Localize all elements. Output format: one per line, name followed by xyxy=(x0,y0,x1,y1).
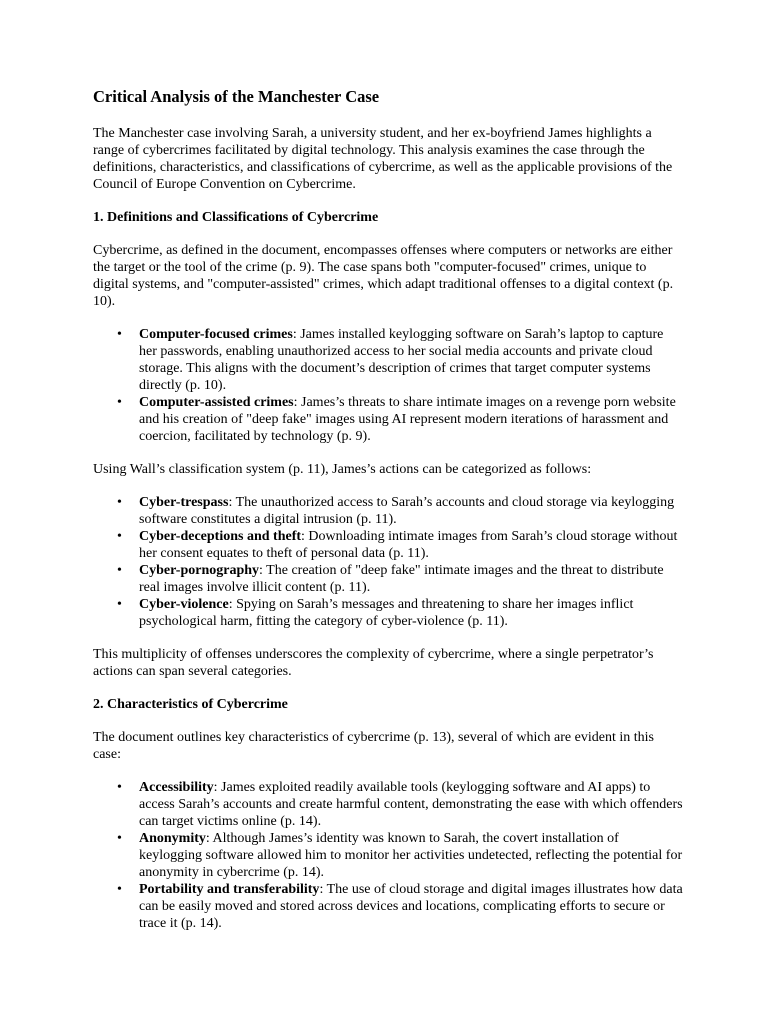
bullet-icon: • xyxy=(117,395,122,410)
bullet-icon: • xyxy=(117,563,122,578)
list-item-text: : Spying on Sarah’s messages and threatening to share her images inflict psychological harm, fitting the category of cyber-violence (p. 11). xyxy=(139,597,634,629)
list-item xyxy=(117,394,683,445)
list-item-text: : James installed keylogging software on Sarah’s laptop to capture her passwords, enabling unauthorized access to her social media accounts and private cloud storage. This aligns with the document’s description of crimes that target computer systems directly (p. 10). xyxy=(139,327,664,393)
document-title: Critical Analysis of the Manchester Case xyxy=(93,87,380,106)
bullet-icon: • xyxy=(117,882,122,897)
list-item xyxy=(117,596,683,630)
list-item xyxy=(117,528,683,562)
list-item xyxy=(117,830,683,881)
list-item-text: : The use of cloud storage and digital images illustrates how data can be easily moved and stored across devices and locations, complicating efforts to secure or trace it (p. 14). xyxy=(139,882,683,931)
list-item-text: : James exploited readily available tools (keylogging software and AI apps) to access Sarah’s accounts and create harmful content, demonstrating the ease with which offenders can target victims online (p. 14). xyxy=(139,780,683,829)
section-1-heading: 1. Definitions and Classifications of Cybercrime xyxy=(93,210,379,225)
section-1-paragraph-1: Cybercrime, as defined in the document, encompasses offenses where computers or networks are either the target or the tool of the crime (p. 9). The case spans both "computer-focused" crimes, unique to digital systems, and "computer-assisted" crimes, which adapt traditional offenses to a digital context (p. 10). xyxy=(93,243,674,309)
list-item-text: : The unauthorized access to Sarah’s accounts and cloud storage via keylogging software constitutes a digital intrusion (p. 11). xyxy=(139,495,675,527)
section-2-list-1 xyxy=(93,779,683,932)
list-item-term: Cyber-pornography xyxy=(139,563,260,578)
bullet-icon: • xyxy=(117,529,122,544)
bullet-icon: • xyxy=(117,327,122,342)
list-item-text: : Although James’s identity was known to Sarah, the covert installation of keylogging software allowed him to monitor her activities undetected, reflecting the potential for anonymity in cybercrime (p. 14). xyxy=(139,831,683,880)
section-2-heading: 2. Characteristics of Cybercrime xyxy=(93,697,288,712)
bullet-icon: • xyxy=(117,780,122,795)
list-item-term: Cyber-deceptions and theft xyxy=(139,529,302,544)
section-1-paragraph-2: Using Wall’s classification system (p. 11), James’s actions can be categorized as follows: xyxy=(93,462,592,477)
section-1-paragraph-3: This multiplicity of offenses underscores the complexity of cybercrime, where a single perpetrator’s actions can span several categories. xyxy=(93,647,654,679)
intro-paragraph: The Manchester case involving Sarah, a university student, and her ex-boyfriend James highlights a range of cybercrimes facilitated by digital technology. This analysis examines the case through the definitions, characteristics, and classifications of cybercrime, as well as the applicable provisions of the Council of Europe Convention on Cybercrime. xyxy=(93,126,673,192)
bullet-icon: • xyxy=(117,597,122,612)
list-item-text: : Downloading intimate images from Sarah’s cloud storage without her consent equates to theft of personal data (p. 11). xyxy=(139,529,678,561)
list-item-text: : James’s threats to share intimate images on a revenge porn website and his creation of "deep fake" images using AI represent modern iterations of harassment and coercion, facilitated by technology (p. 9). xyxy=(139,395,676,444)
list-item-term: Computer-assisted crimes xyxy=(139,395,294,410)
bullet-icon: • xyxy=(117,831,122,846)
list-item-term: Cyber-violence xyxy=(139,597,229,612)
document-page xyxy=(93,86,683,948)
section-1-list-1 xyxy=(93,326,683,445)
list-item-term: Anonymity xyxy=(139,831,206,846)
list-item xyxy=(117,326,683,394)
section-2-paragraph-1: The document outlines key characteristics of cybercrime (p. 13), several of which are evident in this case: xyxy=(93,730,654,762)
list-item xyxy=(117,562,683,596)
list-item-text: : The creation of "deep fake" intimate images and the threat to distribute real images involve illicit content (p. 11). xyxy=(139,563,664,595)
section-1-list-2 xyxy=(93,494,683,630)
list-item-term: Cyber-trespass xyxy=(139,495,229,510)
list-item-term: Computer-focused crimes xyxy=(139,327,293,342)
list-item-term: Portability and transferability xyxy=(139,882,320,897)
list-item-term: Accessibility xyxy=(139,780,214,795)
bullet-icon: • xyxy=(117,495,122,510)
list-item xyxy=(117,881,683,932)
list-item xyxy=(117,494,683,528)
list-item xyxy=(117,779,683,830)
